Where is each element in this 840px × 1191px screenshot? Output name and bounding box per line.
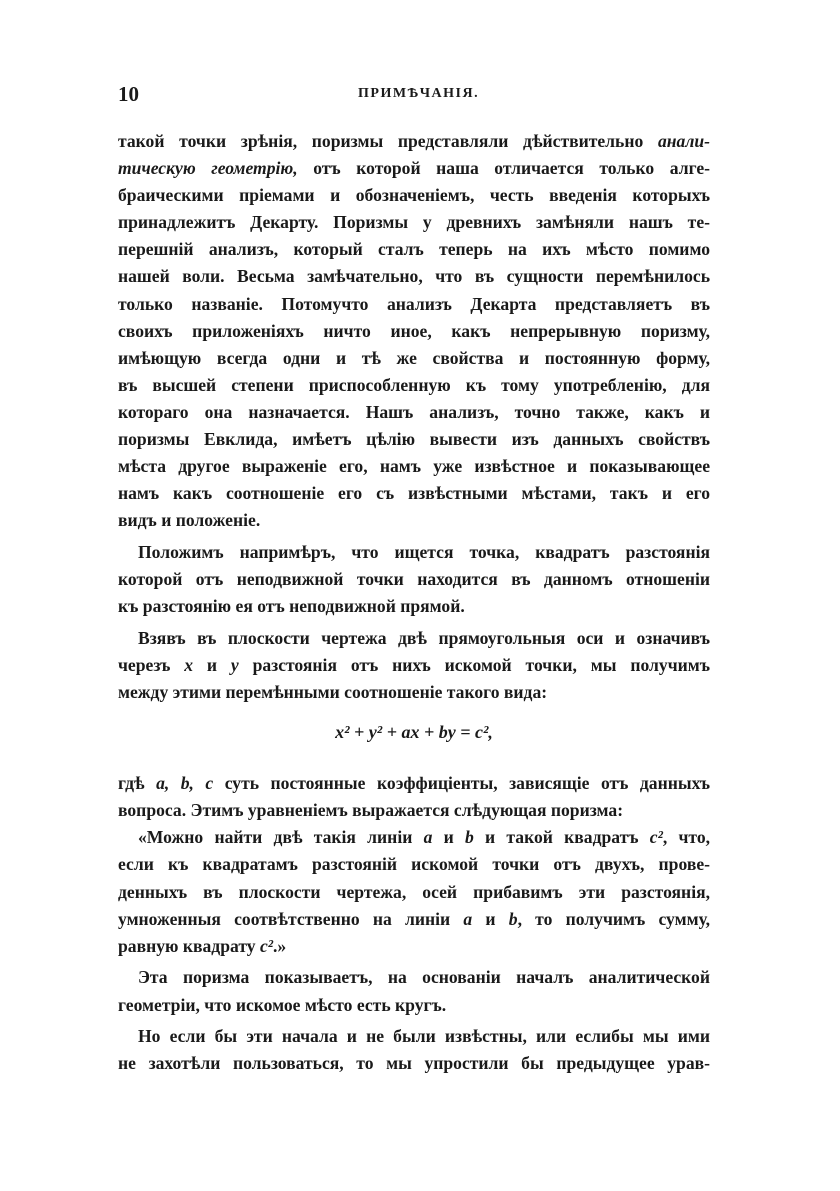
text-line: гдѣ a, b, c суть постоянные коэффиціенты, зависящіе отъ данныхъ xyxy=(118,773,710,794)
text-line: которой отъ неподвижной точки находится въ данномъ отношеніи xyxy=(118,569,710,590)
text-line: котораго она назначается. Нашъ анализъ, точно также, какъ и xyxy=(118,401,710,422)
text-line: мѣста другое выраженіе его, намъ уже извѣстное и показывающее xyxy=(118,456,710,477)
text-line: Положимъ напримѣръ, что ищется точка, квадратъ разстоянія xyxy=(138,542,710,562)
text-line: умноженныя соотвѣтственно на линіи a и b, то получимъ сумму, xyxy=(118,908,711,929)
text-line: поризмы Евклида, имѣетъ цѣлію вывести изъ данныхъ свойствъ xyxy=(118,429,710,450)
text-line: намъ какъ соотношеніе его съ извѣстными мѣстами, такъ и его xyxy=(118,483,710,504)
text-line: въ высшей степени приспособленную къ тому употребленію, для xyxy=(118,374,710,395)
running-title: ПРИМѢЧАНІЯ. xyxy=(358,86,480,101)
body-text xyxy=(118,128,710,1077)
text-line: такой точки зрѣнія, поризмы представляли дѣйствительно анали- xyxy=(118,131,710,151)
text-line: равную квадрату c².» xyxy=(118,935,287,956)
text-line: Эта поризма показываетъ, на основаніи началъ аналитической xyxy=(138,967,710,988)
text-line: только названіе. Потомучто анализъ Декарта представляетъ въ xyxy=(118,293,710,314)
text-line: если къ квадратамъ разстояній искомой точки отъ двухъ, прове- xyxy=(118,854,710,875)
text-line: тическую геометрію, отъ которой наша отличается только алге- xyxy=(118,158,710,179)
text-line: «Можно найти двѣ такія линіи a и b и такой квадратъ c², что, xyxy=(138,827,711,848)
equation: x² + y² + ax + by = c², xyxy=(335,722,493,743)
text-line: перешній анализъ, который сталъ теперь на ихъ мѣсто помимо xyxy=(118,239,710,260)
text-line: къ разстоянію ея отъ неподвижной прямой. xyxy=(118,596,465,617)
text-line: вопроса. Этимъ уравненіемъ выражается слѣдующая поризма: xyxy=(118,800,624,821)
text-line: черезъ x и y разстоянія отъ нихъ искомой точки, мы получимъ xyxy=(118,654,710,675)
text-line: Но если бы эти начала и не были извѣстны, или еслибы мы ими xyxy=(138,1026,710,1047)
text-line: имѣющую всегда одни и тѣ же свойства и постоянную форму, xyxy=(118,347,710,368)
equation-block xyxy=(118,706,710,770)
text-line: между этими перемѣнными соотношеніе такого вида: xyxy=(118,682,548,703)
text-line: геометріи, что искомое мѣсто есть кругъ. xyxy=(118,994,447,1015)
text-line: видъ и положеніе. xyxy=(118,510,261,531)
page-header xyxy=(118,82,710,108)
text-line: Взявъ въ плоскости чертежа двѣ прямоугольныя оси и означивъ xyxy=(138,627,710,648)
text-line: денныхъ въ плоскости чертежа, осей прибавимъ эти разстоянія, xyxy=(118,881,710,902)
text-line: своихъ приложеніяхъ ничто иное, какъ непрерывную поризму, xyxy=(118,320,710,341)
page-number: 10 xyxy=(118,82,139,106)
text-line: браическими пріемами и обозначеніемъ, честь введенія которыхъ xyxy=(118,185,710,206)
text-line: нашей воли. Весьма замѣчательно, что въ сущности перемѣнилось xyxy=(118,266,710,287)
text-line: не захотѣли пользоваться, то мы упростили бы предыдущее урав- xyxy=(118,1053,710,1074)
text-line: принадлежитъ Декарту. Поризмы у древнихъ замѣняли нашъ те- xyxy=(118,212,710,233)
